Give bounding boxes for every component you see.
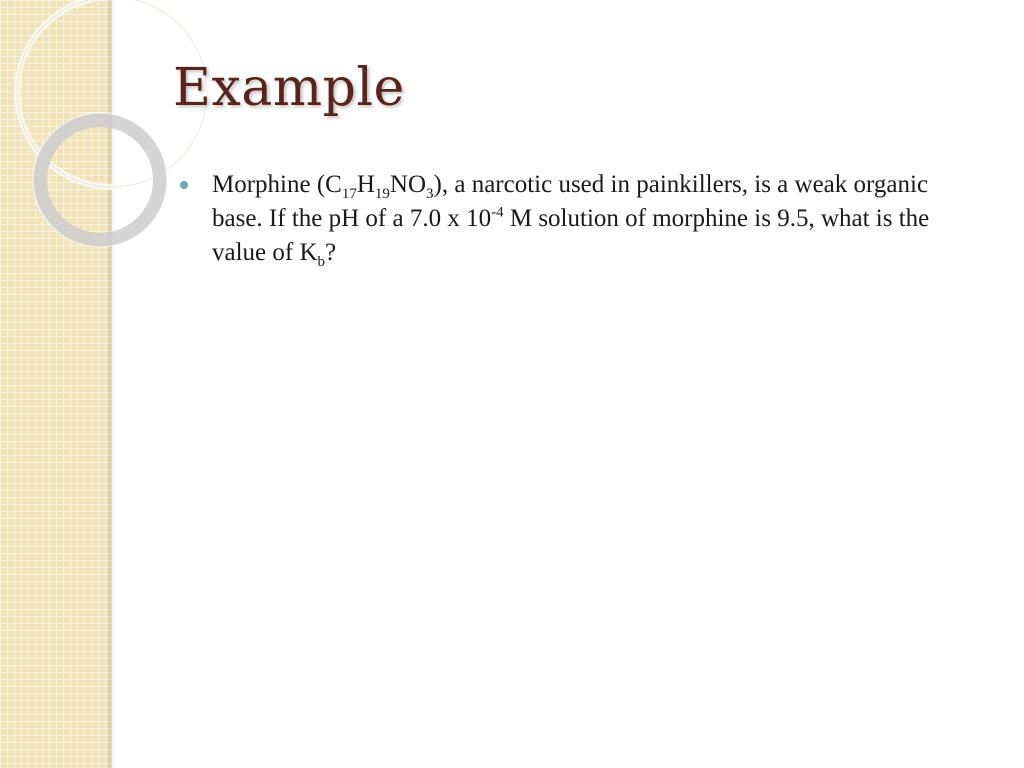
text-segment: ? [325,239,337,266]
slide-content [176,168,976,270]
subscript-17: 17 [341,186,357,202]
text-segment: Morphine (C [212,171,342,198]
bullet-dot-icon [180,181,188,189]
subscript-b: b [317,254,326,270]
subscript-3: 3 [426,186,434,202]
text-segment: ), a narcotic used in painkillers, is a weak organic base. If the pH of a 7.0 x 10 [212,171,929,232]
bullet-item [176,168,976,270]
slide-title: Example [173,58,405,118]
superscript-exponent: -4 [491,204,504,221]
text-segment: H [356,171,375,198]
bullet-text [212,171,930,270]
text-segment: M solution of morphine is 9.5, what is the value of K [212,205,930,266]
text-segment: NO [389,171,427,198]
subscript-19: 19 [374,186,390,202]
